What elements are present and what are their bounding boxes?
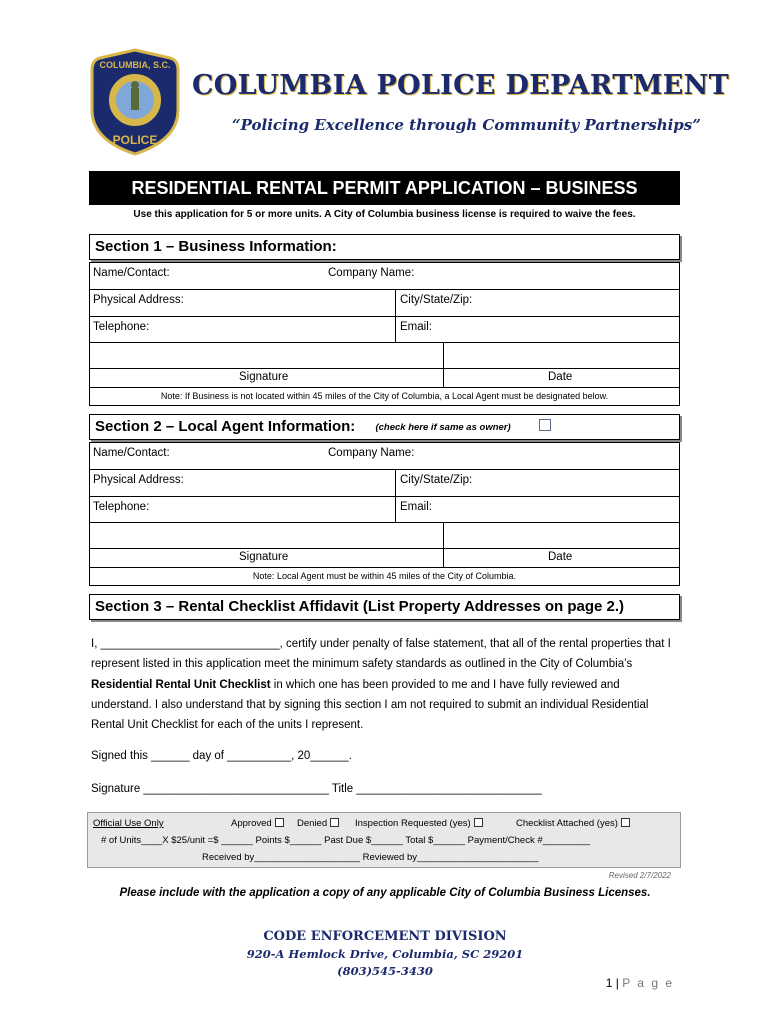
section2-signature-field[interactable] [90, 522, 679, 548]
section2-date-label: Date [548, 551, 573, 563]
section2-note: Note: Local Agent must be within 45 miles of the City of Columbia. [90, 567, 679, 586]
section2-company-label: Company Name: [328, 447, 415, 459]
signature-title-line[interactable]: Signature _____________________________ Title _____________________________ [91, 783, 542, 795]
section1-email-label: Email: [400, 321, 432, 333]
division-phone: (803)545-3430 [337, 964, 433, 978]
signed-date-line[interactable]: Signed this ______ day of __________, 20______. [91, 750, 352, 762]
svg-text:POLICE: POLICE [112, 133, 158, 147]
fees-line: # of Units____X $25/unit =$ ______ Points $______ Past Due $______ Total $______ Payment/Check #_________ [101, 835, 591, 846]
section1-city-label: City/State/Zip: [400, 294, 473, 306]
division-name: CODE ENFORCEMENT DIVISION [263, 929, 507, 944]
inspection-checkbox [474, 818, 483, 827]
revised-date: Revised 2/7/2022 [608, 871, 671, 880]
section2-phone-label: Telephone: [93, 501, 150, 513]
section2-name-label: Name/Contact: [93, 447, 170, 459]
division-address: 920-A Hemlock Drive, Columbia, SC 29201 [246, 947, 524, 961]
received-reviewed-line: Received by____________________ Reviewed by_______________________ [202, 852, 539, 863]
checklist-checkbox [621, 818, 630, 827]
section2-row-address [90, 469, 679, 496]
denied-checkbox [330, 818, 339, 827]
svg-text:COLUMBIA, S.C.: COLUMBIA, S.C. [99, 60, 171, 70]
section1-row-address [90, 289, 679, 316]
section3-heading: Section 3 – Rental Checklist Affidavit (List Property Addresses on page 2.) [89, 594, 680, 620]
section1-note: Note: If Business is not located within 45 miles of the City of Columbia, a Local Agent must be designated below. [90, 387, 679, 406]
section1-address-label: Physical Address: [93, 294, 184, 306]
section2-heading: Section 2 – Local Agent Information: (check here if same as owner) [89, 414, 680, 440]
affidavit-text: I, ____________________________, certify under penalty of false statement, that all of the rental properties that I represent listed in this application meet the minimum safety standards as outlined in the City of Columbia’s Residential Rental Unit Checklist in which one has been provided to me and I have fully reviewed and understand. I also understand that by signing this section I am not required to submit an individual Residential Rental Unit Checklist for each of the units I represent. [91, 638, 671, 732]
page-number: 1 | P a g e [605, 976, 674, 990]
section1-date-label: Date [548, 371, 573, 383]
include-note: Please include with the application a copy of any applicable City of Columbia Business Licenses. [119, 887, 651, 899]
section2-signature-label: Signature [239, 551, 289, 563]
section1-signature-field[interactable] [90, 342, 679, 368]
section1-heading: Section 1 – Business Information: [89, 234, 680, 260]
section1-phone-label: Telephone: [93, 321, 150, 333]
section2-email-label: Email: [400, 501, 432, 513]
approved-option[interactable]: Approved [231, 818, 284, 829]
section2-row-signature [90, 548, 679, 567]
same-as-owner-note: (check here if same as owner) [375, 422, 511, 433]
denied-option[interactable]: Denied [297, 818, 339, 829]
section2-city-label: City/State/Zip: [400, 474, 473, 486]
checklist-option[interactable]: Checklist Attached (yes) [516, 818, 630, 829]
section2-table [89, 442, 680, 586]
section1-row-signature [90, 368, 679, 387]
form-subtitle: Use this application for 5 or more units. A City of Columbia business license is required to waive the fees. [133, 209, 636, 220]
department-name: COLUMBIA POLICE DEPARTMENT [192, 70, 730, 101]
section1-company-label: Company Name: [328, 267, 415, 279]
approved-checkbox [275, 818, 284, 827]
section2-row-phone [90, 496, 679, 522]
section1-row-phone [90, 316, 679, 342]
section2-row-name [90, 443, 679, 469]
same-as-owner-checkbox[interactable] [539, 419, 551, 431]
official-use-box [87, 812, 681, 868]
form-title: RESIDENTIAL RENTAL PERMIT APPLICATION – BUSINESS [89, 171, 680, 205]
official-use-label: Official Use Only [93, 818, 164, 829]
police-badge-logo [90, 48, 180, 156]
section1-name-label: Name/Contact: [93, 267, 170, 279]
department-motto: “Policing Excellence through Community Partnerships” [232, 116, 701, 134]
section1-signature-label: Signature [239, 371, 289, 383]
section2-address-label: Physical Address: [93, 474, 184, 486]
inspection-option[interactable]: Inspection Requested (yes) [355, 818, 483, 829]
section1-table [89, 262, 680, 406]
checklist-name: Residential Rental Unit Checklist [91, 678, 271, 691]
section1-row-name [90, 263, 679, 289]
